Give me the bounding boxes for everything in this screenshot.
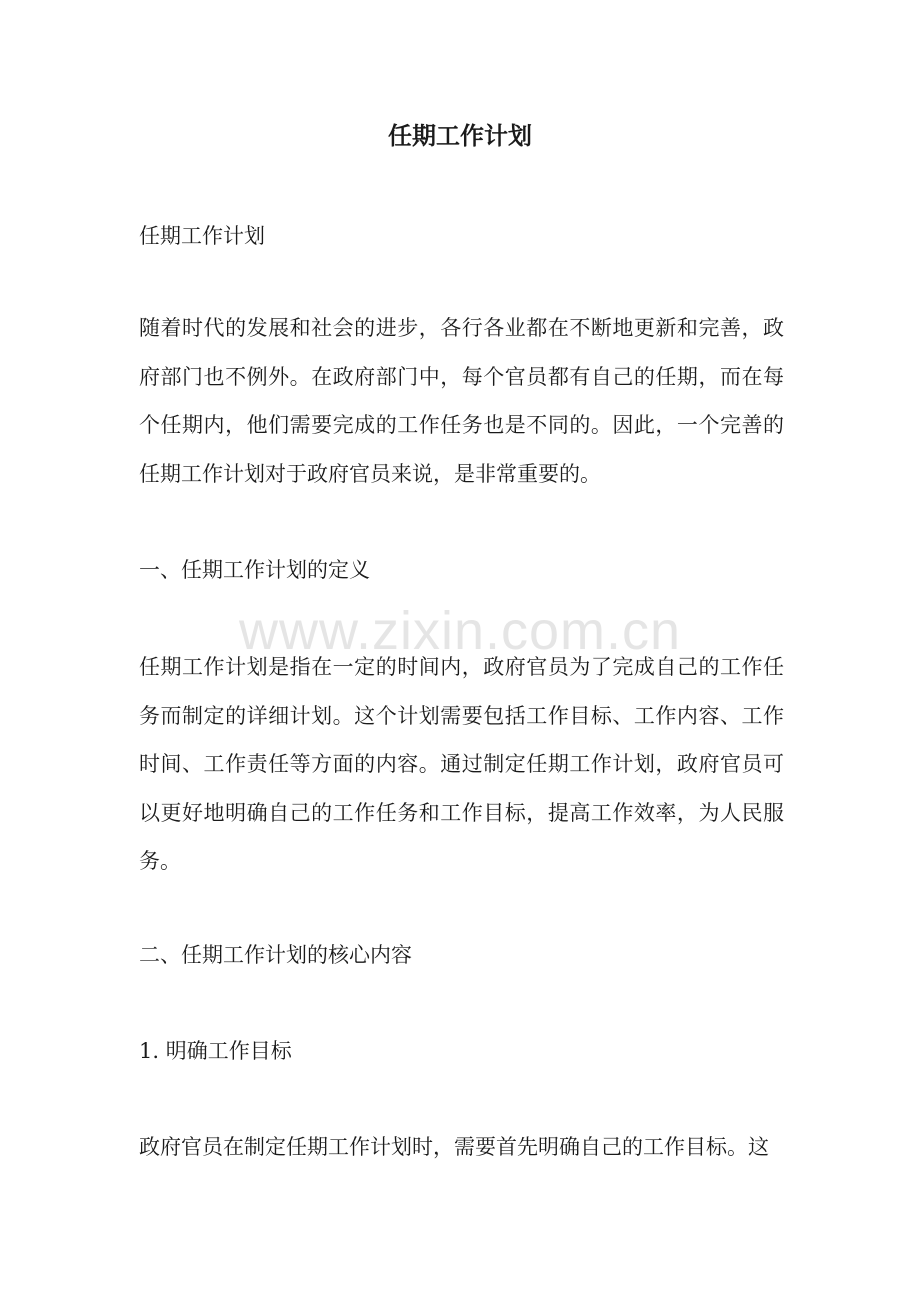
subtitle: 任期工作计划 bbox=[139, 224, 265, 248]
intro-paragraph: 随着时代的发展和社会的进步，各行各业都在不断地更新和完善，政府部门也不例外。在政府部门中，每个官员都有自己的任期，而在每个任期内，他们需要完成的工作任务也是不同的。因此，一个完善的任期工作计划对于政府官员来说，是非常重要的。 bbox=[139, 316, 784, 486]
page-title: 任期工作计划 bbox=[388, 121, 532, 150]
subsection-1-heading: 1. 明确工作目标 bbox=[139, 1039, 292, 1063]
section-2-heading: 二、任期工作计划的核心内容 bbox=[139, 943, 412, 967]
section-1-heading: 一、任期工作计划的定义 bbox=[139, 558, 370, 582]
section-1-paragraph: 任期工作计划是指在一定的时间内，政府官员为了完成自己的工作任务而制定的详细计划。这个计划需要包括工作目标、工作内容、工作时间、工作责任等方面的内容。通过制定任期工作计划，政府官员可以更好地明确自己的工作任务和工作目标，提高工作效率，为人民服务。 bbox=[139, 655, 784, 873]
watermark: www.zixin.com.cn bbox=[238, 601, 682, 661]
subsection-1-paragraph: 政府官员在制定任期工作计划时，需要首先明确自己的工作目标。这 bbox=[139, 1135, 769, 1159]
